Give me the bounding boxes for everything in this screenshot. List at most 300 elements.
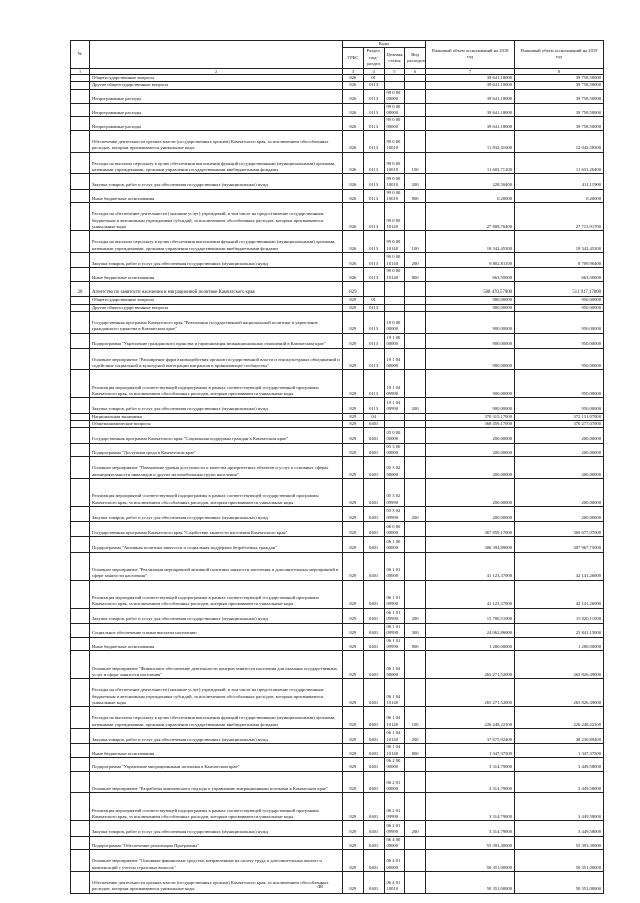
row-number: [71, 253, 90, 268]
row-vol-2018: 900,00000: [426, 333, 515, 348]
row-csr: 19 1 04 09990: [384, 370, 405, 398]
row-number: [71, 457, 90, 479]
row-vr: 200: [405, 507, 426, 522]
row-vol-2018: 306 394,89000: [426, 537, 515, 552]
row-csr: 06 2 00 00000: [384, 758, 405, 772]
row-csr: 06 1 01 09990: [384, 580, 405, 608]
row-csr: 99 0 00 00000: [384, 89, 405, 103]
row-csr: 06 1 04 10140: [384, 679, 405, 707]
row-number: [71, 744, 90, 758]
row-vr: 800: [405, 189, 426, 203]
row-name: Расходы на обеспечение деятельности (оказание услуг) учреждений, в том числе на предоставление государственным бюджетным и автономным учреждениям субсидий, за исключением обособленных расходов, которым присваиваются уникальные коды: [90, 679, 343, 707]
row-grbs: 829: [343, 729, 364, 744]
row-vr: 200: [405, 729, 426, 744]
row-name: Государственная программа Камчатского края "Социальная поддержка граждан в Камчатском крае": [90, 428, 343, 443]
row-name: Реализация мероприятий соответствующей подпрограммы в рамках соответствующей государственной программы Камчатского края, за исключением обособленных расходов, которым присваиваются уникальные коды: [90, 370, 343, 398]
row-grbs: 829: [343, 758, 364, 772]
table-row: [71, 174, 604, 189]
row-vr: [405, 103, 426, 117]
row-csr: 06 1 01 00000: [384, 552, 405, 580]
row-vol-2019: 8 709,96400: [515, 253, 604, 268]
row-vol-2018: 41 123,37000: [426, 552, 515, 580]
col-index: 3: [343, 68, 364, 74]
row-grbs: 829: [343, 771, 364, 793]
row-csr: 06 1 04 10140: [384, 744, 405, 758]
row-csr: 99 0 00 00000: [384, 117, 405, 131]
row-csr: 06 1 04 00000: [384, 651, 405, 679]
col-index: 5: [384, 68, 405, 74]
row-vr: [405, 651, 426, 679]
row-razdel: 0401: [363, 679, 384, 707]
table-row: [71, 89, 604, 103]
row-csr: 19 0 00 00000: [384, 312, 405, 334]
row-csr: 05 3 02 09990: [384, 479, 405, 507]
row-vol-2019: 950,00000: [515, 304, 604, 311]
row-name: Социальное обеспечение и иные выплаты населению: [90, 623, 343, 637]
row-csr: 06 1 04 10140: [384, 729, 405, 744]
row-csr: 06 1 04 10140: [384, 707, 405, 729]
row-vol-2019: 411,11900: [515, 174, 604, 189]
row-number: [71, 304, 90, 311]
row-razdel: 0401: [363, 522, 384, 537]
row-vol-2019: 3 449,58000: [515, 793, 604, 821]
row-vol-2018: 24 062,86000: [426, 623, 515, 637]
row-razdel: 0401: [363, 872, 384, 894]
row-vr: 100: [405, 707, 426, 729]
row-razdel: 0401: [363, 552, 384, 580]
row-razdel: 0401: [363, 537, 384, 552]
header-name: [90, 41, 343, 69]
row-grbs: 829: [343, 608, 364, 623]
table-row: [71, 679, 604, 707]
row-csr: 05 3 02 09990: [384, 507, 405, 522]
row-name: Закупка товаров, работ и услуг для обеспечения государственных (муниципальных) нужд: [90, 821, 343, 836]
row-number: [71, 443, 90, 457]
row-razdel: 04: [363, 413, 384, 420]
row-vol-2018: 41 123,37000: [426, 580, 515, 608]
row-vol-2018: 663,50000: [426, 268, 515, 282]
row-grbs: 829: [343, 398, 364, 413]
row-vol-2019: 3 449,58000: [515, 771, 604, 793]
table-row: [71, 479, 604, 507]
row-number: [71, 537, 90, 552]
row-grbs: 829: [343, 793, 364, 821]
header-vol-2019: Плановый объем ассигнований на 2019 год: [515, 41, 604, 69]
row-vol-2018: 228,50400: [426, 174, 515, 189]
row-name: Закупка товаров, работ и услуг для обеспечения государственных (муниципальных) нужд: [90, 507, 343, 522]
row-vol-2019: 38 230,89400: [515, 729, 604, 744]
row-csr: [384, 421, 405, 428]
row-razdel: 0401: [363, 771, 384, 793]
row-name: Основное мероприятие "Основные финансовые средства, направленные на оплату труда и дополнительных выплат и компенсаций с учетом страховых взносов": [90, 850, 343, 872]
row-name: Основное мероприятие "Финансовое обеспечение деятельности центров занятости населения для оказания государственных услуг в сфере занятости населения": [90, 651, 343, 679]
row-vol-2018: 200,00000: [426, 428, 515, 443]
table-row: [71, 398, 604, 413]
row-grbs: 829: [343, 348, 364, 370]
row-name: Закупка товаров, работ и услуг для обеспечения государственных (муниципальных) нужд: [90, 729, 343, 744]
row-name: Основное мероприятие "Повышение уровня доступности и качества приоритетных объектов и услуг в основных сферах жизнедеятельности инвалидов и других маломобильных групп населения": [90, 457, 343, 479]
row-csr: 99 0 00 00000: [384, 103, 405, 117]
row-razdel: 0113: [363, 89, 384, 103]
row-vr: [405, 203, 426, 231]
row-razdel: 0113: [363, 174, 384, 189]
row-number: [71, 398, 90, 413]
row-vol-2018: 27 808,76400: [426, 203, 515, 231]
row-vol-2018: 265 271,52000: [426, 679, 515, 707]
row-name: Основное мероприятие "Реализация мероприятий активной политики занятости населения и дополнительных мероприятий в сфере занятости населения": [90, 552, 343, 580]
row-name: Другие общегосударственные вопросы: [90, 82, 343, 89]
row-vr: [405, 413, 426, 420]
row-name: Непрограммные расходы: [90, 117, 343, 131]
row-grbs: 829: [343, 312, 364, 334]
row-number: [71, 479, 90, 507]
row-vol-2019: 200,00000: [515, 507, 604, 522]
row-vol-2018: 37 675,92400: [426, 729, 515, 744]
row-name: Иные бюджетные ассигнования: [90, 744, 343, 758]
row-vol-2019: 307 967,75000: [515, 537, 604, 552]
row-name: Закупка товаров, работ и услуг для обеспечения государственных (муниципальных) нужд: [90, 398, 343, 413]
row-csr: 99 0 00 10010: [384, 174, 405, 189]
row-number: [71, 821, 90, 836]
row-number: [71, 131, 90, 153]
row-name: Непрограммные расходы: [90, 89, 343, 103]
row-razdel: 0401: [363, 836, 384, 850]
row-grbs: 826: [343, 131, 364, 153]
table-row: [71, 82, 604, 89]
row-number: [71, 836, 90, 850]
row-grbs: 826: [343, 268, 364, 282]
row-vol-2019: 39 758,50000: [515, 82, 604, 89]
row-vol-2019: 200,00000: [515, 428, 604, 443]
header-vr: Вид расходов: [405, 48, 426, 68]
row-vol-2018: 39 641,18000: [426, 103, 515, 117]
row-razdel: 0113: [363, 189, 384, 203]
row-number: [71, 370, 90, 398]
table-row: [71, 637, 604, 651]
row-razdel: 0113: [363, 253, 384, 268]
table-row: [71, 707, 604, 729]
table-body: [71, 75, 604, 894]
row-razdel: [363, 282, 384, 297]
row-vol-2019: 950,00000: [515, 398, 604, 413]
row-razdel: 0113: [363, 82, 384, 89]
row-vol-2019: 950,00000: [515, 348, 604, 370]
table-row: [71, 457, 604, 479]
row-csr: 06 2 01 00000: [384, 771, 405, 793]
col-index: 7: [426, 68, 515, 74]
row-grbs: 829: [343, 522, 364, 537]
table-row: [71, 507, 604, 522]
row-razdel: 0401: [363, 758, 384, 772]
row-name: Расходы на обеспечение деятельности (оказание услуг) учреждений, в том числе на предоставление государственным бюджетным и автономным учреждениям субсидий, за исключением обособленных расходов, которым присваиваются уникальные коды: [90, 203, 343, 231]
row-vol-2019: 200,00000: [515, 479, 604, 507]
row-vr: [405, 89, 426, 103]
row-grbs: 829: [343, 637, 364, 651]
col-index: 6: [405, 68, 426, 74]
row-grbs: 829: [343, 836, 364, 850]
row-vol-2019: 265 826,49000: [515, 679, 604, 707]
row-grbs: 826: [343, 103, 364, 117]
row-csr: 06 4 01 00000: [384, 850, 405, 872]
row-vol-2018: 11 603,71200: [426, 152, 515, 174]
row-vol-2019: 950,00000: [515, 333, 604, 348]
row-razdel: 0113: [363, 203, 384, 231]
row-csr: [384, 304, 405, 311]
row-csr: [384, 282, 405, 297]
table-row: [71, 203, 604, 231]
row-vol-2018: 8 802,81100: [426, 253, 515, 268]
row-number: [71, 729, 90, 744]
row-grbs: 829: [343, 282, 364, 297]
row-vol-2018: 3 314,79000: [426, 821, 515, 836]
row-csr: 99 0 00 10140: [384, 231, 405, 253]
row-vr: [405, 348, 426, 370]
row-vol-2018: 900,00000: [426, 370, 515, 398]
row-number: [71, 174, 90, 189]
row-vol-2019: 370 277,07000: [515, 421, 604, 428]
row-grbs: 829: [343, 479, 364, 507]
row-grbs: 829: [343, 537, 364, 552]
table-row: [71, 103, 604, 117]
row-razdel: 0401: [363, 821, 384, 836]
row-name: Обеспечение деятельности органов власти (государственных органов) Камчатского края, за исключением обособленных расходов, которым присваиваются уникальные коды: [90, 131, 343, 153]
row-csr: 06 1 01 09990: [384, 608, 405, 623]
header-num: №: [71, 41, 90, 69]
row-name: Закупка товаров, работ и услуг для обеспечения государственных (муниципальных) нужд: [90, 253, 343, 268]
row-grbs: 829: [343, 580, 364, 608]
row-razdel: 0113: [363, 152, 384, 174]
row-grbs: 829: [343, 413, 364, 420]
row-vol-2019: 18 342,45300: [515, 231, 604, 253]
row-name: Подпрограмма "Укрепление гражданского единства и гармонизация межнациональных отношений в Камчатском крае": [90, 333, 343, 348]
row-vol-2019: 39 758,50000: [515, 89, 604, 103]
row-number: [71, 189, 90, 203]
table-row: [71, 333, 604, 348]
row-name: Общегосударственные вопросы: [90, 297, 343, 304]
row-razdel: 0113: [363, 333, 384, 348]
row-razdel: 0401: [363, 623, 384, 637]
row-vr: [405, 771, 426, 793]
row-vol-2018: 508 470,57000: [426, 282, 515, 297]
row-vr: 800: [405, 268, 426, 282]
col-index: 8: [515, 68, 604, 74]
row-number: [71, 608, 90, 623]
row-vol-2018: 368 459,17000: [426, 421, 515, 428]
row-vr: [405, 370, 426, 398]
row-number: [71, 679, 90, 707]
table-row: [71, 189, 604, 203]
row-number: [71, 623, 90, 637]
row-name: Закупка товаров, работ и услуг для обеспечения государственных (муниципальных) нужд: [90, 608, 343, 623]
row-csr: 99 0 00 10010: [384, 152, 405, 174]
row-razdel: 0113: [363, 304, 384, 311]
row-vr: 200: [405, 174, 426, 189]
row-number: [71, 117, 90, 131]
row-grbs: 829: [343, 304, 364, 311]
row-number: [71, 413, 90, 420]
row-number: [71, 312, 90, 334]
table-row: [71, 771, 604, 793]
row-number: [71, 348, 90, 370]
table-row: [71, 421, 604, 428]
row-name: Непрограммные расходы: [90, 103, 343, 117]
row-vol-2018: 0,20000: [426, 189, 515, 203]
row-grbs: 829: [343, 421, 364, 428]
row-vol-2019: 950,00000: [515, 312, 604, 334]
table-row: [71, 152, 604, 174]
table-row: [71, 580, 604, 608]
row-name: Закупка товаров, работ и услуг для обеспечения государственных (муниципальных) нужд: [90, 174, 343, 189]
row-vol-2019: 12 042,58300: [515, 131, 604, 153]
row-number: [71, 707, 90, 729]
row-grbs: 829: [343, 850, 364, 872]
row-razdel: 0401: [363, 707, 384, 729]
row-vol-2018: 367 859,17000: [426, 522, 515, 537]
row-vr: [405, 552, 426, 580]
col-index: 2: [90, 68, 343, 74]
row-razdel: 0113: [363, 131, 384, 153]
budget-table: [70, 40, 604, 894]
table-row: [71, 348, 604, 370]
row-name: Иные бюджетные ассигнования: [90, 268, 343, 282]
table-row: [71, 836, 604, 850]
table-row: [71, 522, 604, 537]
row-csr: 06 1 00 00000: [384, 537, 405, 552]
row-grbs: 829: [343, 707, 364, 729]
row-csr: 19 1 00 00000: [384, 333, 405, 348]
row-vol-2018: 39 641,18000: [426, 82, 515, 89]
row-csr: 06 2 01 09990: [384, 821, 405, 836]
row-vol-2018: 39 641,18000: [426, 75, 515, 82]
row-vol-2018: 200,00000: [426, 507, 515, 522]
row-vol-2018: 3 314,79000: [426, 758, 515, 772]
row-vr: 300: [405, 623, 426, 637]
col-index: 1: [71, 68, 90, 74]
row-vr: [405, 304, 426, 311]
row-vr: [405, 537, 426, 552]
table-row: [71, 131, 604, 153]
row-number: [71, 75, 90, 82]
row-vr: [405, 443, 426, 457]
row-number: [71, 850, 90, 872]
row-grbs: 826: [343, 89, 364, 103]
row-razdel: 0401: [363, 580, 384, 608]
row-razdel: 0401: [363, 850, 384, 872]
header-grbs: ГРБС: [343, 48, 364, 68]
row-vr: [405, 312, 426, 334]
row-vol-2019: 1 280,00000: [515, 637, 604, 651]
row-vr: [405, 82, 426, 89]
row-razdel: 0401: [363, 443, 384, 457]
row-csr: 06 1 01 09990: [384, 637, 405, 651]
table-row: [71, 623, 604, 637]
row-number: [71, 637, 90, 651]
row-vol-2019: 39 758,50000: [515, 75, 604, 82]
row-vol-2019: 265 826,49000: [515, 651, 604, 679]
row-csr: 06 4 01 10010: [384, 872, 405, 894]
row-vol-2019: 200,00000: [515, 457, 604, 479]
row-vol-2019: 39 758,50000: [515, 117, 604, 131]
row-csr: 99 0 00 10140: [384, 268, 405, 282]
row-vol-2018: 900,00000: [426, 297, 515, 304]
row-name: Подпрограмма "Активная политика занятости и социальная поддержка безработных граждан": [90, 537, 343, 552]
row-number: [71, 651, 90, 679]
row-name: Расходы на выплаты персоналу в целях обеспечения выполнения функций государственными (муниципальными) органами, казенными учреждениями, органами управления государственными внебюджетными фондами: [90, 231, 343, 253]
row-csr: [384, 297, 405, 304]
row-vol-2019: 663,50000: [515, 268, 604, 282]
row-vol-2019: 200,00000: [515, 443, 604, 457]
row-csr: 05 3 00 00000: [384, 443, 405, 457]
row-csr: 99 0 00 10010: [384, 131, 405, 153]
table-row: [71, 537, 604, 552]
row-vol-2018: 265 271,52000: [426, 651, 515, 679]
row-vol-2019: 1 347,37500: [515, 744, 604, 758]
header-csr: Целевая статья: [384, 48, 405, 68]
table-row: [71, 428, 604, 443]
row-vol-2018: 200,00000: [426, 479, 515, 507]
row-vol-2018: 900,00000: [426, 304, 515, 311]
row-vr: [405, 117, 426, 131]
row-vr: [405, 282, 426, 297]
row-grbs: 826: [343, 117, 364, 131]
row-number: [71, 82, 90, 89]
row-razdel: 0113: [363, 370, 384, 398]
row-grbs: 826: [343, 75, 364, 82]
row-razdel: 0401: [363, 637, 384, 651]
row-name: Агентство по занятости населения и миграционной политике Камчатского края: [90, 282, 343, 297]
row-vol-2018: 39 641,18000: [426, 117, 515, 131]
row-vr: [405, 428, 426, 443]
row-csr: 05 0 00 00000: [384, 428, 405, 443]
row-razdel: 0401: [363, 457, 384, 479]
row-csr: 06 2 01 09990: [384, 793, 405, 821]
row-name: Общегосударственные вопросы: [90, 75, 343, 82]
row-grbs: 829: [343, 552, 364, 580]
row-razdel: 0401: [363, 729, 384, 744]
table-row: [71, 75, 604, 82]
row-razdel: 0401: [363, 428, 384, 443]
row-vr: [405, 758, 426, 772]
row-vr: 200: [405, 253, 426, 268]
row-name: Государственная программа Камчатского края "Содействие занятости населения Камчатского края": [90, 522, 343, 537]
budget-table-sheet: [70, 40, 604, 894]
row-grbs: 829: [343, 333, 364, 348]
row-grbs: 829: [343, 428, 364, 443]
table-row: [71, 312, 604, 334]
row-name: Основное мероприятие "Разработка комплексного подхода к управлению миграционными потоками в Камчатском крае": [90, 771, 343, 793]
row-vol-2018: 55 393,30000: [426, 836, 515, 850]
row-vol-2019: 39 758,50000: [515, 103, 604, 117]
row-vol-2019: 15 020,11000: [515, 608, 604, 623]
row-vol-2019: 11 631,26400: [515, 152, 604, 174]
row-number: [71, 333, 90, 348]
row-grbs: 829: [343, 370, 364, 398]
row-razdel: 0113: [363, 268, 384, 282]
row-grbs: 826: [343, 189, 364, 203]
row-razdel: 0401: [363, 421, 384, 428]
row-vol-2018: 900,00000: [426, 348, 515, 370]
row-vr: [405, 850, 426, 872]
row-number: [71, 231, 90, 253]
row-razdel: 0113: [363, 398, 384, 413]
row-number: [71, 522, 90, 537]
row-csr: 99 0 00 10140: [384, 253, 405, 268]
row-vr: [405, 580, 426, 608]
row-number: [71, 758, 90, 772]
row-razdel: 01: [363, 75, 384, 82]
table-row: [71, 651, 604, 679]
row-csr: 19 1 04 00000: [384, 348, 405, 370]
